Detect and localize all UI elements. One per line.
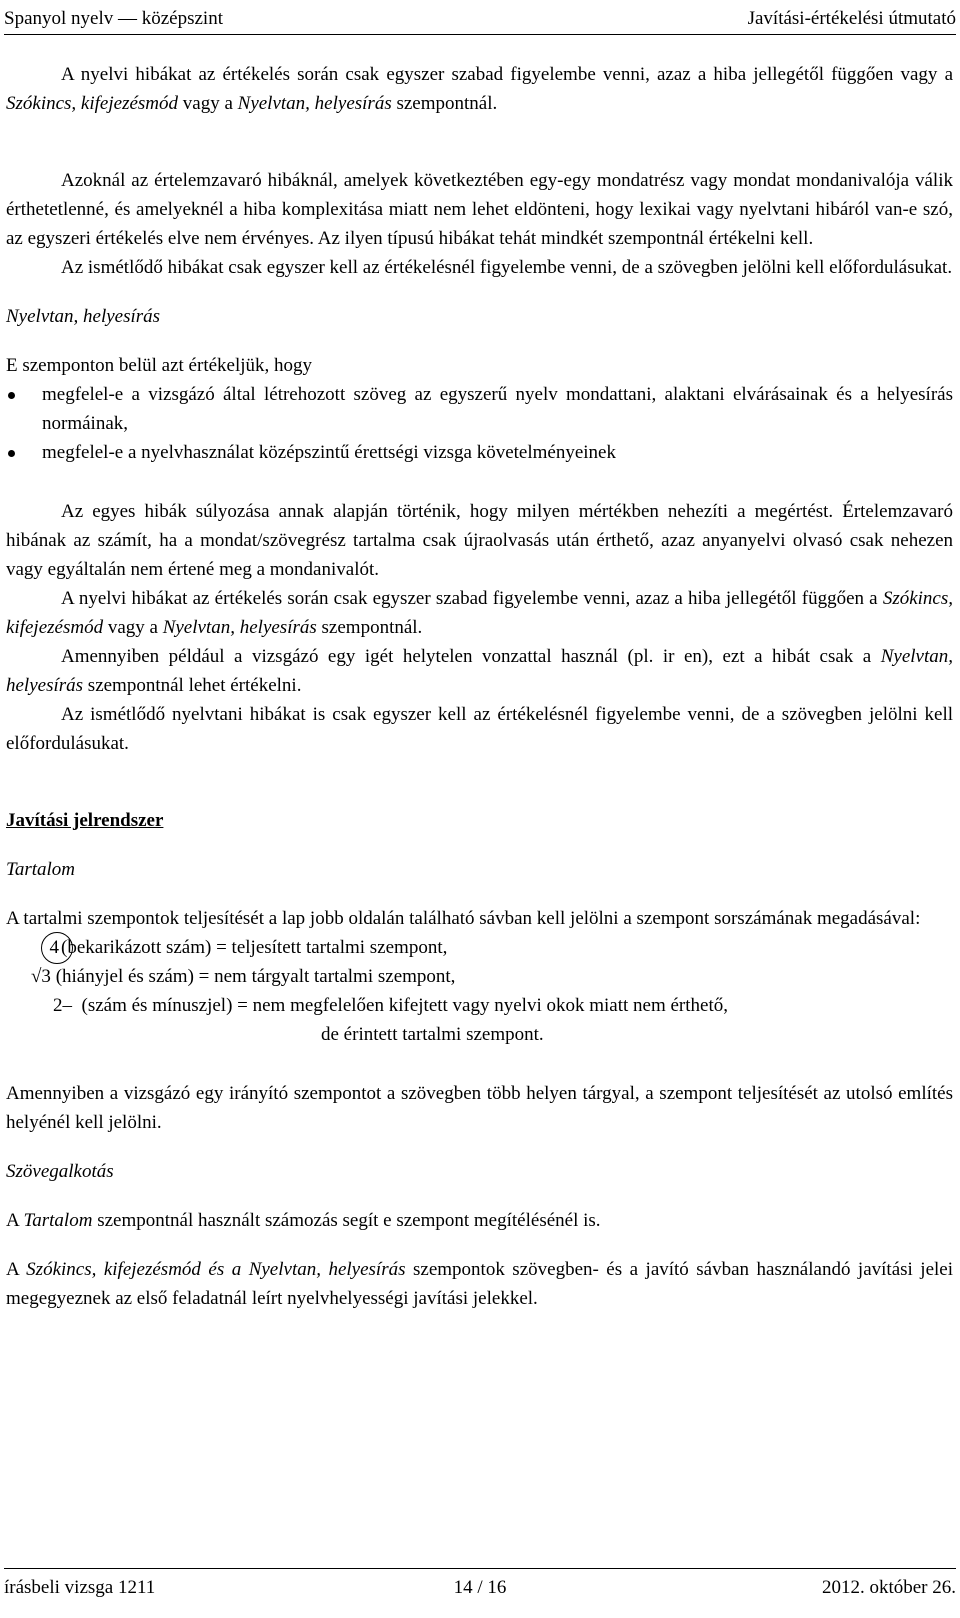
marking-legend <box>6 933 953 1049</box>
paragraph-numbering: A Tartalom szempontnál használt számozás segít e szempont megítélésénél is. <box>6 1210 601 1231</box>
minus-mark-icon: 2– <box>53 995 72 1016</box>
list-item: megfelel-e a vizsgázó által létrehozott szöveg az egyszerű nyelv mondattani, alaktani elvárásainak és a helyesírás normáinak, <box>6 380 953 438</box>
paragraph-repeated-errors: Az ismétlődő hibákat csak egyszer kell az értékelésnél figyelembe venni, de a szövegben jelölni kell előfordulásukat. <box>61 257 953 278</box>
content-intro: A tartalmi szempontok teljesítését a lap jobb oldalán található sávban kell jelölni a szempont sorszámának megadásával: <box>6 908 921 929</box>
section-title-grammar: Nyelvtan, helyesírás <box>6 306 161 327</box>
header-subject: Spanyol nyelv — középszint <box>4 8 223 29</box>
section-title-marking-system: Javítási jelrendszer <box>6 810 164 831</box>
paragraph-error-weighting: Az egyes hibák súlyozása annak alapján történik, hogy milyen mértékben nehezíti a megértést. Értelemzavaró hibának az számít, ha a mondat/szövegrész tartalma csak újraolvasás után érthető, azaz anyanyelvi olvasó csak nehezen vagy egyáltalán nem értené meg a mondanivalót. <box>6 501 953 580</box>
list-item: megfelel-e a nyelvhasználat középszintű érettségi vizsga követelményeinek <box>6 438 953 467</box>
grammar-criteria-list <box>6 380 953 467</box>
paragraph-single-evaluation: A nyelvi hibákat az értékelés során csak egyszer szabad figyelembe venni, azaz a hiba jellegétől függően vagy a Szókincs, kifejezésmód vagy a Nyelvtan, helyesírás szempontnál. <box>6 64 953 114</box>
subsection-title-content: Tartalom <box>6 859 75 880</box>
mark-minus-number: 2– (szám és mínuszjel) = nem megfelelően kifejtett vagy nyelvi okok miatt nem érthető, <box>31 991 953 1020</box>
footer-date: 2012. október 26. <box>821 1577 956 1598</box>
mark-caret-number: √3 (hiányjel és szám) = nem tárgyalt tartalmi szempont, <box>31 962 953 991</box>
header-doc-type: Javítási-értékelési útmutató <box>747 8 956 29</box>
subsection-title-text-composition: Szövegalkotás <box>6 1161 114 1182</box>
page-footer <box>4 1568 956 1618</box>
paragraph-correction-marks: A Szókincs, kifejezésmód és a Nyelvtan, helyesírás szempontok szövegben- és a javító sávban használandó javítási jelei megegyeznek az első feladatnál leírt nyelvhelyességi javítási jelekkel. <box>6 1259 953 1309</box>
mark-minus-continuation: de érintett tartalmi szempont. <box>321 1024 544 1045</box>
grammar-intro: E szemponton belül azt értékeljük, hogy <box>6 355 313 376</box>
page-body <box>6 60 953 1313</box>
caret-mark-icon: √3 <box>31 966 51 987</box>
paragraph-single-evaluation-2: A nyelvi hibákat az értékelés során csak egyszer szabad figyelembe venni, azaz a hiba jellegétől függően a Szókincs, kifejezésmód vagy a Nyelvtan, helyesírás szempontnál. <box>6 588 953 638</box>
footer-exam-code: írásbeli vizsga 1211 <box>4 1577 156 1598</box>
paragraph-guiding-criterion: Amennyiben a vizsgázó egy irányító szempontot a szövegben több helyen tárgyal, a szempont teljesítését az utolsó említés helyénél kell jelölni. <box>6 1083 953 1133</box>
paragraph-example: Amennyiben például a vizsgázó egy igét helytelen vonzattal használ (pl. ir en), ezt a hibát csak a Nyelvtan, helyesírás szempontnál lehet értékelni. <box>6 646 953 696</box>
circle-mark-icon <box>41 932 73 964</box>
paragraph-repeated-grammar-errors: Az ismétlődő nyelvtani hibákat is csak egyszer kell az értékelésnél figyelembe venni, de a szövegben jelölni kell előfordulásukat. <box>6 704 953 754</box>
page-header <box>4 0 956 35</box>
footer-page-number: 14 / 16 <box>453 1577 507 1598</box>
paragraph-meaning-errors: Azoknál az értelemzavaró hibáknál, amelyek következtében egy-egy mondatrész vagy mondat mondanivalója válik érthetetlenné, és amelyeknél a hiba komplexitása miatt nem lehet eldönteni, hogy lexikai vagy nyelvtani hibáról van-e szó, az egyszeri értékelés elve nem érvényes. Az ilyen típusú hibákat tehát mindkét szempontnál értékelni kell. <box>6 170 953 249</box>
mark-circled-number: 4 (bekarikázott szám) = teljesített tartalmi szempont, <box>31 933 953 962</box>
